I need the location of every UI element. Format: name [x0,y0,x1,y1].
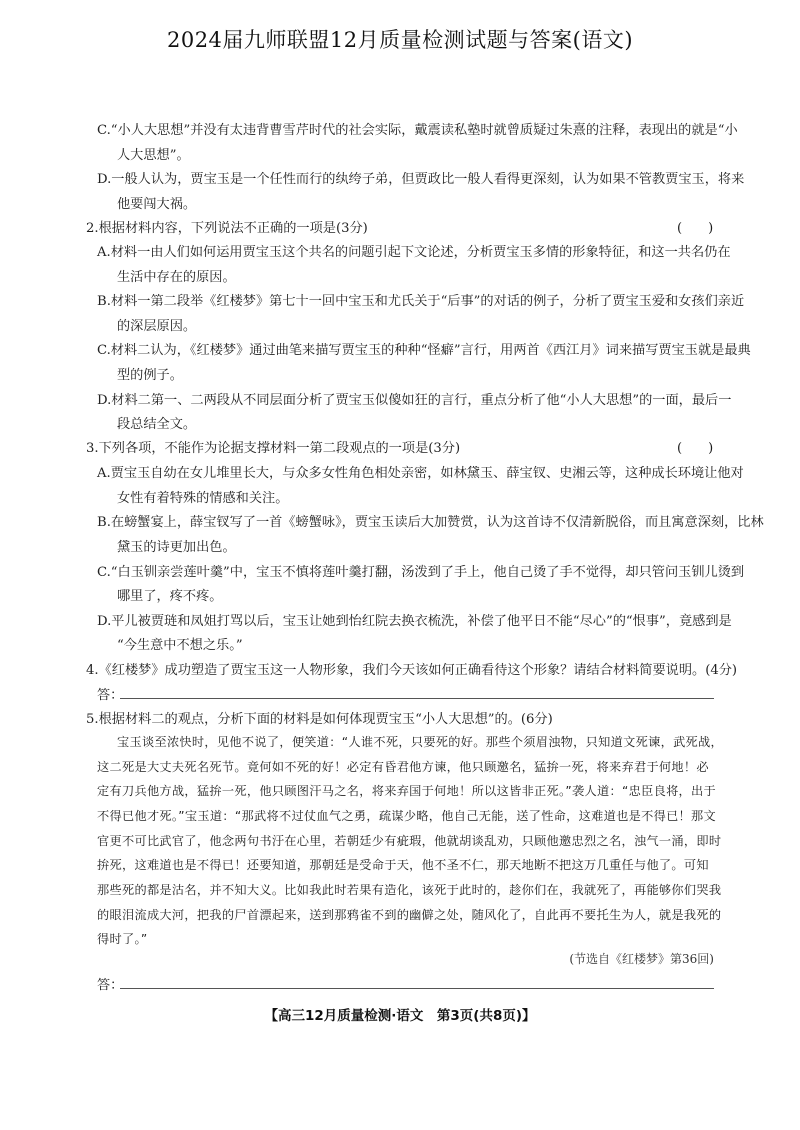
question-5-stem: 5.根据材料二的观点，分析下面的材料是如何体现贾宝玉“小人大思想”的。(6分) [86,712,553,727]
question-4-stem: 4.《红楼梦》成功塑造了贾宝玉这一人物形象，我们今天该如何正确看待这个形象？请结合材料简要说明。(4分) [86,663,738,678]
q3-option-d-line2: “今生意中不想之乐。” [117,638,243,653]
option-c-line2: 人大思想”。 [117,148,190,163]
q3-option-d-line1: D.平儿被贾琏和凤姐打骂以后，宝玉让她到怡红院去换衣梳洗，补偿了他平日不能“尽心”的“恨事”，竟感到是 [97,614,732,629]
passage-line: 定有刀兵他方战，猛拚一死，他只顾图汗马之名，将来弃国于何地！所以这皆非正死。”袭人道：“忠臣良将，出于 [97,784,717,798]
q2-option-b-line2: 的深层原因。 [117,319,197,334]
question-4-answer-label: 答： [97,688,124,703]
question-2-answer-paren: ( ) [677,221,714,236]
question-3-stem: 3.下列各项，不能作为论据支撑材料一第二段观点的一项是(3分) [86,441,461,456]
q3-option-c-line2: 哪里了，疼不疼。 [117,589,223,604]
q2-option-d-line2: 段总结全文。 [117,417,197,432]
passage-source: (节选自《红楼梦》第36回) [569,952,714,966]
q3-option-a-line1: A.贾宝玉自幼在女儿堆里长大，与众多女性角色相处亲密，如林黛玉、薛宝钗、史湘云等，这种成长环境让他对 [97,466,744,481]
passage-line: 这二死是大丈夫死名死节。竟何如不死的好！必定有昏君他方谏，他只顾邀名，猛拚一死，将来弃君于何地！必 [97,760,709,774]
passage-line: 的眼泪流成大河，把我的尸首漂起来，送到那鸦雀不到的幽僻之处，随风化了，自此再不要托生为人，就是我死的 [97,908,722,922]
q3-option-b-line2: 黛玉的诗更加出色。 [117,540,236,555]
option-c-line1: C.“小人大思想”并没有太违背曹雪芹时代的社会实际，戴震读私塾时就曾质疑过朱熹的注释，表现出的就是“小 [97,123,738,138]
q2-option-c-line2: 型的例子。 [117,368,183,383]
passage-line: 得时了。” [97,932,148,946]
q3-option-c-line1: C.“白玉钏亲尝莲叶羹”中，宝玉不慎将莲叶羹打翻，汤泼到了手上，他自己烫了手不觉得，却只管问玉钏儿烫到 [97,565,745,580]
question-2-stem: 2.根据材料内容，下列说法不正确的一项是(3分) [86,221,368,236]
q2-option-c-line1: C.材料二认为，《红楼梦》通过曲笔来描写贾宝玉的种种“怪癖”言行，用两首《西江月》词来描写贾宝玉就是最典 [97,343,751,358]
passage-line: 不得已他才死。”宝玉道：“那武将不过仗血气之勇，疏谋少略，他自己无能，送了性命，这难道也是不得已！那文 [97,809,717,823]
passage-line: 宝玉谈至浓快时，见他不说了，便笑道：“人谁不死，只要死的好。那些个须眉浊物，只知道文死谏，武死战， [117,735,724,749]
question-5-answer-label: 答： [97,978,124,993]
question-4-answer-line[interactable] [120,698,714,699]
question-5-answer-line[interactable] [120,988,714,989]
option-d-line1: D.一般人认为，贾宝玉是一个任性而行的纨绔子弟，但贾政比一般人看得更深刻，认为如果不管教贾宝玉，将来 [97,172,745,187]
q2-option-a-line1: A.材料一由人们如何运用贾宝玉这个共名的问题引起下文论述，分析贾宝玉多情的形象特征，和这一共名仍在 [97,245,731,260]
passage-line: 拚死，这难道也是不得已！还要知道，那朝廷是受命于天，他不圣不仁，那天地断不把这万几重任与他了。可知 [97,858,709,872]
q3-option-b-line1: B.在螃蟹宴上，薛宝钗写了一首《螃蟹咏》，贾宝玉读后大加赞赏，认为这首诗不仅清新脱俗，而且寓意深刻，比林 [97,515,764,530]
page-footer: 【高三12月质量检测·语文 第3页(共8页)】 [264,1008,536,1024]
q2-option-a-line2: 生活中存在的原因。 [117,270,236,285]
q2-option-d-line1: D.材料二第一、二两段从不同层面分析了贾宝玉似傻如狂的言行，重点分析了他“小人大思想”的一面，最后一 [97,393,732,408]
q3-option-a-line2: 女性有着特殊的情感和关注。 [117,491,289,506]
passage-line: 那些死的都是沽名，并不知大义。比如我此时若果有造化，该死于此时的，趁你们在，我就死了，再能够你们哭我 [97,883,722,897]
passage-line: 官更不可比武官了，他念两句书汙在心里，若朝廷少有疵瑕，他就胡谈乱劝，只顾他邀忠烈之名，浊气一涌，即时 [97,834,722,848]
question-3-answer-paren: ( ) [677,441,714,456]
q2-option-b-line1: B.材料一第二段举《红楼梦》第七十一回中宝玉和尤氏关于“后事”的对话的例子，分析了贾宝玉爱和女孩们亲近 [97,294,745,309]
option-d-line2: 他要闯大祸。 [117,197,197,212]
page-title: 2024届九师联盟12月质量检测试题与答案(语文) [166,28,634,52]
